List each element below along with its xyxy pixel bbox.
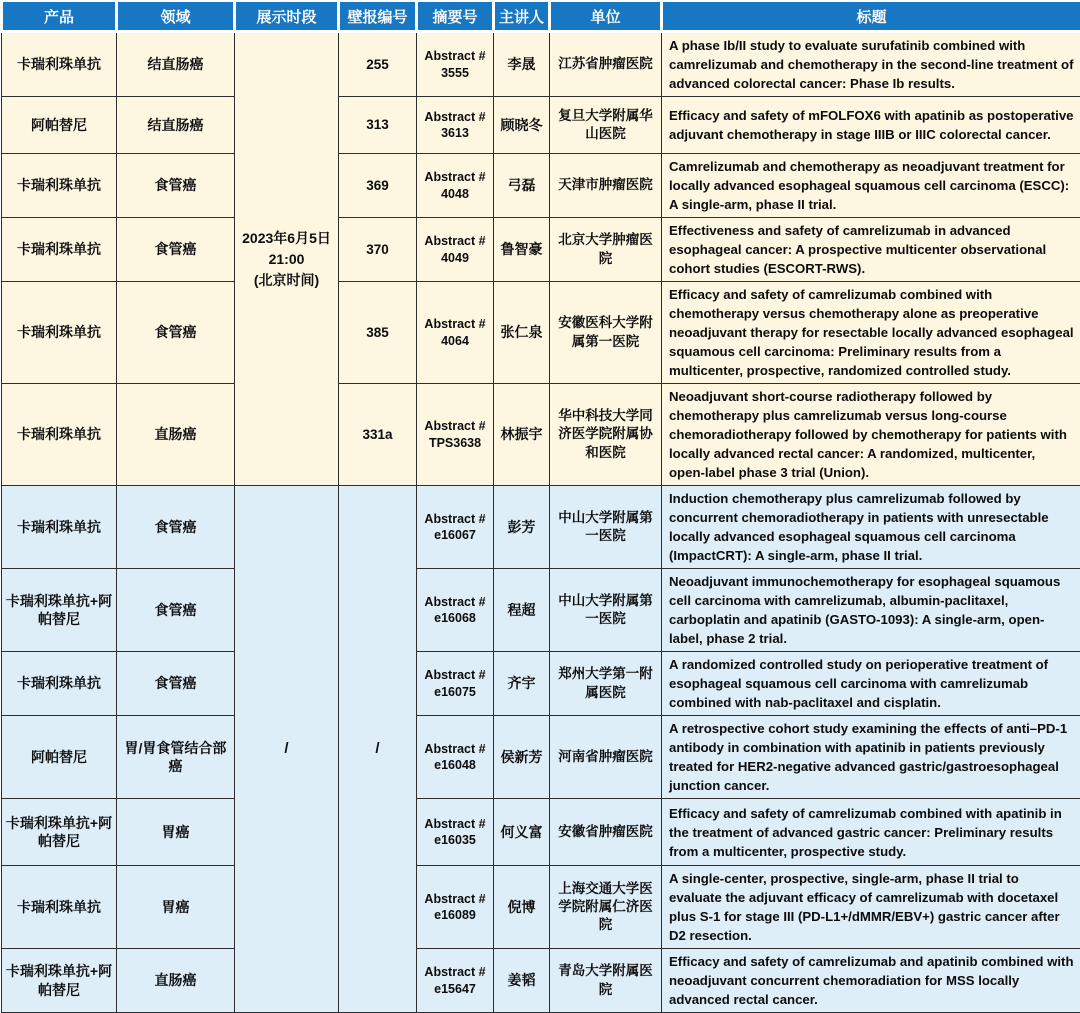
cell-org: 江苏省肿瘤医院: [550, 32, 662, 97]
column-header-org: 单位: [550, 1, 662, 32]
cell-field: 食管癌: [117, 652, 235, 716]
cell-title: A single-center, prospective, single-arm, phase II trial to evaluate the adjuvant efficacy of camrelizumab with docetaxel plus S-1 for stage III (PD-L1+/dMMR/EBV+) gastric cancer after D2 resection.: [662, 866, 1080, 949]
cell-field: 胃癌: [117, 866, 235, 949]
cell-abstract: Abstract # e15647: [417, 949, 494, 1013]
cell-speaker: 顾晓冬: [494, 97, 550, 154]
cell-product: 卡瑞利珠单抗: [2, 32, 117, 97]
cell-product: 阿帕替尼: [2, 716, 117, 799]
cell-org: 上海交通大学医学院附属仁济医院: [550, 866, 662, 949]
cell-title: Camrelizumab and chemotherapy as neoadjuvant treatment for locally advanced esophageal squamous cell carcinoma (ESCC): A single-arm, phase II trial.: [662, 154, 1080, 218]
cell-abstract: Abstract # e16067: [417, 486, 494, 569]
table-row: [2, 799, 1080, 866]
timeslot-date: 2023年6月5日: [238, 228, 335, 249]
cell-poster: 369: [339, 154, 417, 218]
cell-abstract: Abstract # e16068: [417, 569, 494, 652]
cell-speaker: 齐宇: [494, 652, 550, 716]
cell-speaker: 张仁泉: [494, 282, 550, 384]
cell-abstract: Abstract # 4049: [417, 218, 494, 282]
cell-field: 胃/胃食管结合部癌: [117, 716, 235, 799]
column-header-poster: 壁报编号: [339, 1, 417, 32]
cell-field: 结直肠癌: [117, 97, 235, 154]
column-header-title: 标题: [662, 1, 1080, 32]
cell-timeslot-session1: [235, 32, 339, 486]
cell-poster: 370: [339, 218, 417, 282]
cell-org: 中山大学附属第一医院: [550, 569, 662, 652]
cell-org: 复旦大学附属华山医院: [550, 97, 662, 154]
cell-product: 卡瑞利珠单抗: [2, 486, 117, 569]
cell-product: 卡瑞利珠单抗: [2, 154, 117, 218]
column-header-product: 产品: [2, 1, 117, 32]
table-row: [2, 652, 1080, 716]
table-row: [2, 32, 1080, 97]
cell-field: 胃癌: [117, 799, 235, 866]
cell-abstract: Abstract # e16035: [417, 799, 494, 866]
cell-field: 食管癌: [117, 282, 235, 384]
column-header-abstract: 摘要号: [417, 1, 494, 32]
header-row: [2, 1, 1080, 32]
cell-title: Efficacy and safety of mFOLFOX6 with apatinib as postoperative adjuvant chemotherapy in stage IIIB or IIIC colorectal cancer.: [662, 97, 1080, 154]
cell-speaker: 林振宇: [494, 384, 550, 486]
cell-field: 直肠癌: [117, 384, 235, 486]
cell-timeslot-session2: /: [235, 486, 339, 1013]
cell-title: Effectiveness and safety of camrelizumab in advanced esophageal cancer: A prospective multicenter observational cohort studies (ESCORT-RWS).: [662, 218, 1080, 282]
cell-poster: 331a: [339, 384, 417, 486]
column-header-timeslot: 展示时段: [235, 1, 339, 32]
cell-org: 河南省肿瘤医院: [550, 716, 662, 799]
cell-speaker: 彭芳: [494, 486, 550, 569]
cell-speaker: 何义富: [494, 799, 550, 866]
cell-speaker: 李晟: [494, 32, 550, 97]
cell-product: 卡瑞利珠单抗+阿帕替尼: [2, 799, 117, 866]
cell-org: 郑州大学第一附属医院: [550, 652, 662, 716]
cell-product: 卡瑞利珠单抗: [2, 218, 117, 282]
cell-org: 天津市肿瘤医院: [550, 154, 662, 218]
timeslot-zone: (北京时间): [238, 270, 335, 291]
cell-product: 阿帕替尼: [2, 97, 117, 154]
cell-title: Efficacy and safety of camrelizumab combined with chemotherapy versus chemotherapy alone as preoperative neoadjuvant therapy for resectable locally advanced esophageal squamous cell carcinoma: Preliminary results from a multicenter, prospective, randomized controlled study.: [662, 282, 1080, 384]
cell-poster: 313: [339, 97, 417, 154]
cell-speaker: 侯新芳: [494, 716, 550, 799]
table-row: [2, 949, 1080, 1013]
cell-abstract: Abstract # 3613: [417, 97, 494, 154]
cell-org: 华中科技大学同济医学院附属协和医院: [550, 384, 662, 486]
cell-field: 食管癌: [117, 218, 235, 282]
cell-abstract: Abstract # 4048: [417, 154, 494, 218]
column-header-speaker: 主讲人: [494, 1, 550, 32]
cell-abstract: Abstract # e16048: [417, 716, 494, 799]
cell-org: 安徽医科大学附属第一医院: [550, 282, 662, 384]
cell-abstract: Abstract # 3555: [417, 32, 494, 97]
cell-product: 卡瑞利珠单抗: [2, 866, 117, 949]
cell-poster: 255: [339, 32, 417, 97]
cell-product: 卡瑞利珠单抗: [2, 384, 117, 486]
cell-speaker: 倪博: [494, 866, 550, 949]
cell-title: Efficacy and safety of camrelizumab and apatinib combined with neoadjuvant concurrent chemoradiation for MSS locally advanced rectal cancer.: [662, 949, 1080, 1013]
cell-abstract: Abstract # 4064: [417, 282, 494, 384]
table-row: [2, 569, 1080, 652]
cell-title: A randomized controlled study on perioperative treatment of esophageal squamous cell carcinoma with camrelizumab combined with nab-paclitaxel and cisplatin.: [662, 652, 1080, 716]
table-row: [2, 716, 1080, 799]
cell-product: 卡瑞利珠单抗+阿帕替尼: [2, 569, 117, 652]
cell-product: 卡瑞利珠单抗: [2, 652, 117, 716]
cell-org: 中山大学附属第一医院: [550, 486, 662, 569]
cell-field: 食管癌: [117, 569, 235, 652]
cell-org: 安徽省肿瘤医院: [550, 799, 662, 866]
column-header-field: 领域: [117, 1, 235, 32]
cell-field: 食管癌: [117, 154, 235, 218]
cell-title: Induction chemotherapy plus camrelizumab followed by concurrent chemoradiotherapy in patients with unresectable locally advanced esophageal squamous cell carcinoma (ImpactCRT): A single-arm, phase II trial.: [662, 486, 1080, 569]
cell-poster-session2: /: [339, 486, 417, 1013]
cell-title: Efficacy and safety of camrelizumab combined with apatinib in the treatment of advanced gastric cancer: Preliminary results from a multicenter, prospective study.: [662, 799, 1080, 866]
cell-abstract: Abstract # e16089: [417, 866, 494, 949]
cell-speaker: 程超: [494, 569, 550, 652]
cell-org: 青岛大学附属医院: [550, 949, 662, 1013]
cell-product: 卡瑞利珠单抗+阿帕替尼: [2, 949, 117, 1013]
cell-abstract: Abstract # e16075: [417, 652, 494, 716]
cell-title: A phase Ib/II study to evaluate surufatinib combined with camrelizumab and chemotherapy in the second-line treatment of advanced colorectal cancer: Phase Ib results.: [662, 32, 1080, 97]
table-row: [2, 218, 1080, 282]
cell-abstract: Abstract # TPS3638: [417, 384, 494, 486]
cell-poster: 385: [339, 282, 417, 384]
cell-title: Neoadjuvant immunochemotherapy for esophageal squamous cell carcinoma with camrelizumab, albumin-paclitaxel, carboplatin and apatinib (GASTO-1093): A single-arm, open-label, phase 2 trial.: [662, 569, 1080, 652]
cell-speaker: 弓磊: [494, 154, 550, 218]
cell-org: 北京大学肿瘤医院: [550, 218, 662, 282]
table-row: [2, 384, 1080, 486]
table-row: [2, 486, 1080, 569]
cell-title: Neoadjuvant short-course radiotherapy followed by chemotherapy plus camrelizumab versus long-course chemoradiotherapy followed by chemotherapy for patients with locally advanced rectal cancer: A randomized, multicenter, open-label phase 3 trial (Union).: [662, 384, 1080, 486]
cell-field: 直肠癌: [117, 949, 235, 1013]
table-row: [2, 282, 1080, 384]
table-row: [2, 866, 1080, 949]
cell-title: A retrospective cohort study examining the effects of anti–PD-1 antibody in combination with apatinib in patients previously treated for HER2-negative advanced gastric/gastroesophageal junction cancer.: [662, 716, 1080, 799]
cell-field: 食管癌: [117, 486, 235, 569]
cell-speaker: 姜韬: [494, 949, 550, 1013]
cell-speaker: 鲁智豪: [494, 218, 550, 282]
cell-product: 卡瑞利珠单抗: [2, 282, 117, 384]
table-row: [2, 97, 1080, 154]
timeslot-hour: 21:00: [238, 249, 335, 270]
table-row: [2, 154, 1080, 218]
cell-field: 结直肠癌: [117, 32, 235, 97]
